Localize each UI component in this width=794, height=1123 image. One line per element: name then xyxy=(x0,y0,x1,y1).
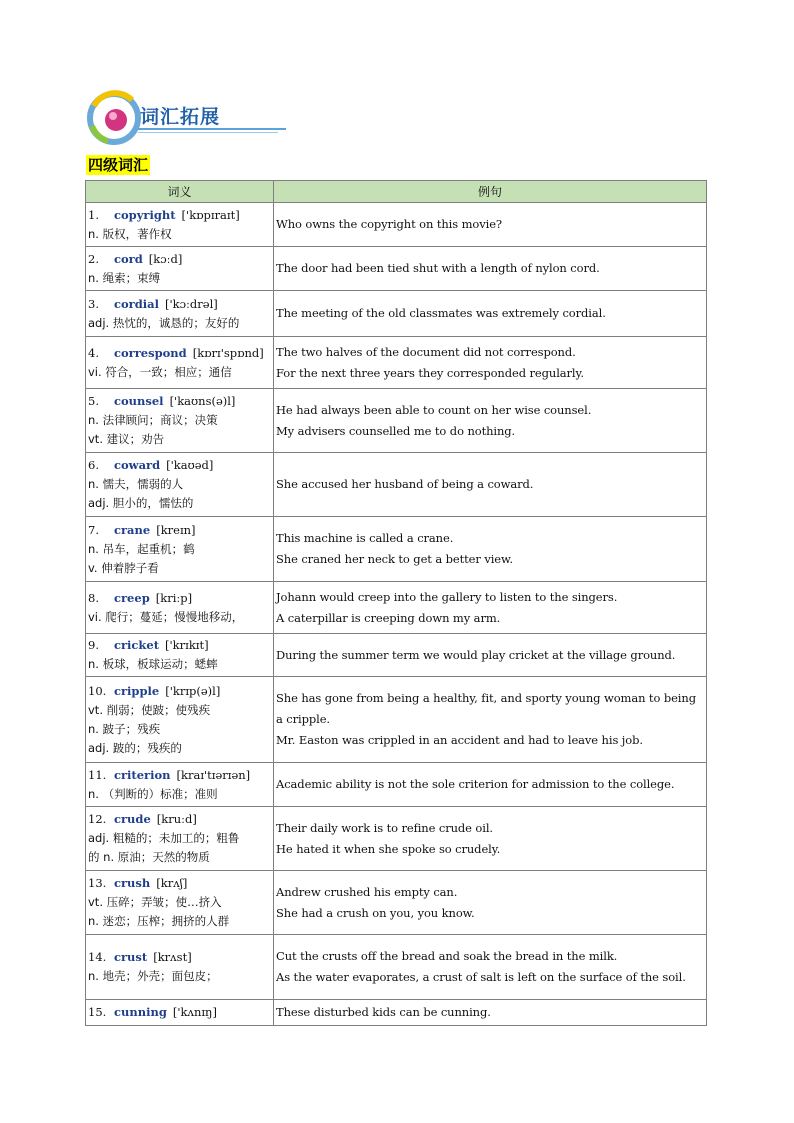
entry-number: 9. xyxy=(88,638,99,652)
example-sentence: She has gone from being a healthy, fit, and sporty young woman to being a cripple. xyxy=(276,691,696,726)
example-sentence: During the summer term we would play cricket at the village ground. xyxy=(276,647,676,662)
entry-number: 11. xyxy=(88,767,107,782)
vocab-word: coward xyxy=(114,458,161,472)
phonetic: ['krɪkɪt] xyxy=(165,638,209,652)
title-underline-thin xyxy=(138,132,278,133)
example-cell xyxy=(274,203,707,247)
definition-cell xyxy=(86,389,274,453)
word-headline xyxy=(88,521,271,540)
word-headline xyxy=(88,810,271,829)
meaning-line: adj. 跛的；残疾的 xyxy=(88,740,182,755)
meaning-line: adj. 粗糙的；未加工的；粗鲁 xyxy=(88,831,240,845)
table-row xyxy=(86,763,707,807)
meaning-line: n. 板球，板球运动；蟋蟀 xyxy=(88,657,218,671)
vocab-word: cripple xyxy=(114,683,160,698)
entry-number: 2. xyxy=(88,251,99,266)
meaning-line: n. 跛子；残疾 xyxy=(88,721,161,736)
vocab-word: criterion xyxy=(114,767,171,782)
meaning-line: 的 n. 原油；天然的物质 xyxy=(88,850,210,864)
phonetic: [kraɪ'tɪərɪən] xyxy=(176,767,251,782)
example-sentence: Andrew crushed his empty can. xyxy=(276,884,458,899)
vocab-word: counsel xyxy=(114,394,164,408)
phonetic: [krʌst] xyxy=(153,950,192,964)
vocab-word: cord xyxy=(114,251,143,266)
definition-cell xyxy=(86,634,274,677)
table-row xyxy=(86,935,707,1000)
vocab-word: crush xyxy=(114,876,151,890)
example-cell xyxy=(274,763,707,807)
title-underline xyxy=(138,128,286,130)
table-header-row xyxy=(86,181,707,203)
example-cell xyxy=(274,935,707,1000)
entry-number: 5. xyxy=(88,394,99,408)
phonetic: [krʌʃ] xyxy=(156,876,188,890)
word-headline xyxy=(88,636,271,655)
word-headline xyxy=(88,1003,271,1022)
word-headline xyxy=(88,392,271,411)
meaning-line: adj. 胆小的，懦怯的 xyxy=(88,496,194,510)
vocab-word: creep xyxy=(114,590,150,605)
column-header-meaning: 词义 xyxy=(86,181,274,203)
example-sentence: She accused her husband of being a coward. xyxy=(276,477,534,491)
meaning-line: vt. 压碎；弄皱；使…挤入 xyxy=(88,895,222,909)
vocab-word: correspond xyxy=(114,345,187,360)
example-cell xyxy=(274,247,707,291)
example-cell xyxy=(274,337,707,389)
definition-cell xyxy=(86,1000,274,1026)
word-headline xyxy=(88,456,271,475)
table-row xyxy=(86,203,707,247)
entry-number: 13. xyxy=(88,876,107,890)
word-headline xyxy=(88,682,271,701)
phonetic: [kreɪn] xyxy=(156,522,196,537)
entry-number: 1. xyxy=(88,207,99,222)
vocab-word: cricket xyxy=(114,638,160,652)
vocab-word: crane xyxy=(114,522,151,537)
definition-cell xyxy=(86,453,274,517)
definition-cell xyxy=(86,807,274,871)
meaning-line: v. 伸着脖子看 xyxy=(88,560,159,575)
example-cell xyxy=(274,517,707,582)
definition-cell xyxy=(86,582,274,634)
meaning-line: n. 法律顾问；商议；决策 xyxy=(88,413,218,427)
definition-cell xyxy=(86,203,274,247)
example-sentence: Mr. Easton was crippled in an accident and had to leave his job. xyxy=(276,733,643,747)
vocabulary-table xyxy=(85,180,707,1026)
example-cell xyxy=(274,1000,707,1026)
entry-number: 7. xyxy=(88,522,99,537)
table-row xyxy=(86,291,707,337)
table-row xyxy=(86,871,707,935)
column-header-example: 例句 xyxy=(274,181,707,203)
entry-number: 15. xyxy=(88,1005,107,1019)
vocab-word: crust xyxy=(114,950,148,964)
example-cell xyxy=(274,453,707,517)
word-headline xyxy=(88,948,271,967)
example-cell xyxy=(274,634,707,677)
word-headline xyxy=(88,206,271,225)
example-sentence: Johann would creep into the gallery to listen to the singers. xyxy=(276,589,618,604)
vocab-word: cordial xyxy=(114,296,159,311)
vocab-word: cunning xyxy=(114,1005,167,1019)
phonetic: [kɔːd] xyxy=(148,251,183,266)
entry-number: 8. xyxy=(88,590,99,605)
vocab-word: crude xyxy=(114,812,151,826)
definition-cell xyxy=(86,337,274,389)
phonetic: ['kaʊns(ə)l] xyxy=(169,394,236,408)
definition-cell xyxy=(86,763,274,807)
logo-ring-icon xyxy=(86,90,146,146)
word-headline xyxy=(88,589,271,608)
meaning-line: vi. 符合，一致；相应；通信 xyxy=(88,364,232,379)
example-sentence: As the water evaporates, a crust of salt is left on the surface of the soil. xyxy=(276,970,686,984)
meaning-line: n. 迷恋；压榨；拥挤的人群 xyxy=(88,914,230,928)
example-sentence: She craned her neck to get a better view. xyxy=(276,552,513,566)
phonetic: ['kɔːdrəl] xyxy=(164,296,218,311)
word-headline xyxy=(88,874,271,893)
section-heading: 四级词汇 xyxy=(88,156,149,174)
table-row xyxy=(86,337,707,389)
table-row xyxy=(86,389,707,453)
example-sentence: She had a crush on you, you know. xyxy=(276,905,475,920)
word-headline xyxy=(88,344,271,363)
example-sentence: Cut the crusts off the bread and soak the bread in the milk. xyxy=(276,949,618,963)
phonetic: ['krɪp(ə)l] xyxy=(165,683,221,698)
definition-cell xyxy=(86,935,274,1000)
meaning-line: vt. 削弱；使跛；使残疾 xyxy=(88,702,211,717)
example-sentence: The door had been tied shut with a length of nylon cord. xyxy=(276,261,600,275)
example-sentence: My advisers counselled me to do nothing. xyxy=(276,423,516,438)
word-headline xyxy=(88,295,271,314)
table-row xyxy=(86,677,707,763)
meaning-line: n. 吊车，起重机；鹤 xyxy=(88,541,195,556)
example-cell xyxy=(274,871,707,935)
example-sentence: For the next three years they corresponded regularly. xyxy=(276,365,584,380)
example-cell xyxy=(274,389,707,453)
example-cell xyxy=(274,677,707,763)
page-title: 词汇拓展 xyxy=(140,106,221,128)
meaning-line: n. 版权，著作权 xyxy=(88,226,172,241)
vocab-word: copyright xyxy=(114,207,176,222)
entry-number: 14. xyxy=(88,950,107,964)
section-logo xyxy=(86,90,296,146)
example-sentence: He hated it when she spoke so crudely. xyxy=(276,841,501,856)
example-sentence: The two halves of the document did not correspond. xyxy=(276,344,576,359)
meaning-line: n. 懦夫，懦弱的人 xyxy=(88,477,184,491)
meaning-line: vi. 爬行；蔓延；慢慢地移动， xyxy=(88,609,244,624)
phonetic: ['kɒpɪraɪt] xyxy=(181,207,240,222)
definition-cell xyxy=(86,291,274,337)
phonetic: ['kaʊəd] xyxy=(166,458,214,472)
example-sentence: These disturbed kids can be cunning. xyxy=(276,1005,491,1019)
meaning-line: n. 绳索；束缚 xyxy=(88,270,161,285)
example-cell xyxy=(274,582,707,634)
meaning-line: n. 地壳；外壳；面包皮； xyxy=(88,969,218,983)
phonetic: [kruːd] xyxy=(156,812,197,826)
table-row xyxy=(86,517,707,582)
definition-cell xyxy=(86,677,274,763)
table-row xyxy=(86,1000,707,1026)
word-headline xyxy=(88,766,271,785)
example-sentence: Who owns the copyright on this movie? xyxy=(276,217,502,231)
table-row xyxy=(86,247,707,291)
table-row xyxy=(86,582,707,634)
example-cell xyxy=(274,807,707,871)
phonetic: [kɒrɪ'spɒnd] xyxy=(192,345,264,360)
example-sentence: Their daily work is to refine crude oil. xyxy=(276,820,493,835)
definition-cell xyxy=(86,517,274,582)
meaning-line: vt. 建议；劝告 xyxy=(88,432,165,446)
entry-number: 12. xyxy=(88,812,107,826)
example-sentence: This machine is called a crane. xyxy=(276,531,454,545)
table-row xyxy=(86,634,707,677)
definition-cell xyxy=(86,871,274,935)
entry-number: 10. xyxy=(88,683,107,698)
example-sentence: Academic ability is not the sole criterion for admission to the college. xyxy=(276,777,675,791)
entry-number: 4. xyxy=(88,345,99,360)
table-row xyxy=(86,807,707,871)
entry-number: 3. xyxy=(88,296,99,311)
phonetic: [kriːp] xyxy=(155,590,193,605)
meaning-line: adj. 热忱的，诚恳的；友好的 xyxy=(88,315,240,330)
table-row xyxy=(86,453,707,517)
word-headline xyxy=(88,250,271,269)
example-sentence: A caterpillar is creeping down my arm. xyxy=(276,610,501,625)
meaning-line: n. （判断的）标准；准则 xyxy=(88,786,218,801)
phonetic: ['kʌnɪŋ] xyxy=(172,1005,217,1019)
entry-number: 6. xyxy=(88,458,99,472)
example-cell xyxy=(274,291,707,337)
definition-cell xyxy=(86,247,274,291)
example-sentence: The meeting of the old classmates was extremely cordial. xyxy=(276,306,606,320)
example-sentence: He had always been able to count on her wise counsel. xyxy=(276,402,592,417)
